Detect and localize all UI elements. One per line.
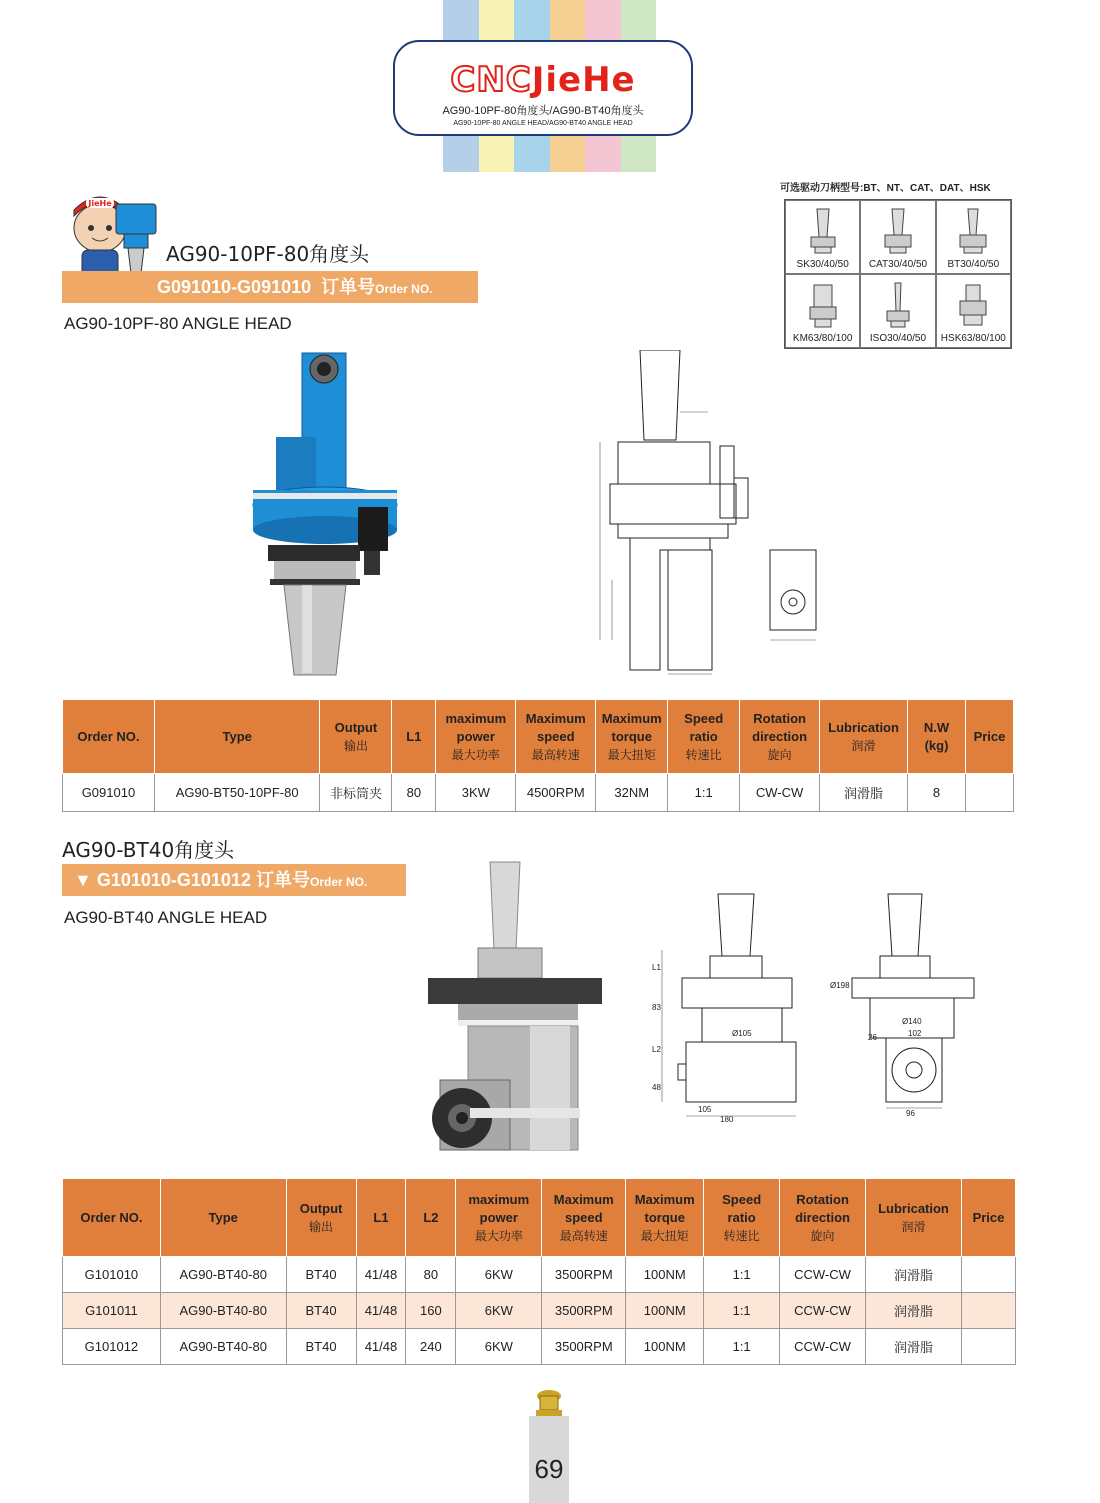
col-header: Maximum speed 最高转速 <box>516 700 596 774</box>
col-header: Rotation direction 旋向 <box>780 1179 866 1257</box>
col-header: L1 <box>392 700 436 774</box>
table-row: G101011 AG90-BT40-80 BT40 41/48 160 6KW 3500RPM 100NM 1:1 CCW-CW 润滑脂 <box>63 1293 1016 1329</box>
product-photo-ag90-10pf <box>240 345 410 685</box>
col-header: Type <box>154 700 320 774</box>
taper-shank-icon <box>805 207 841 257</box>
col-header: Speed ratio 转速比 <box>704 1179 780 1257</box>
col-header: maximum power 最大功率 <box>456 1179 542 1257</box>
col-header: Speed ratio 转速比 <box>668 700 740 774</box>
svg-text:96: 96 <box>906 1109 915 1118</box>
col-header: Output 输出 <box>286 1179 356 1257</box>
col-header: Order NO. <box>63 1179 161 1257</box>
section2-title: AG90-BT40角度头 <box>62 838 235 862</box>
col-header: Maximum torque 最大扭矩 <box>626 1179 704 1257</box>
col-header: Price <box>965 700 1013 774</box>
header-subtitle-cn: AG90-10PF-80角度头/AG90-BT40角度头 <box>442 105 644 117</box>
spec-table-1 <box>62 699 1014 812</box>
page-number: 69 <box>534 1454 564 1484</box>
brand-logo-box <box>393 40 693 136</box>
table-row: G101012 AG90-BT40-80 BT40 41/48 240 6KW 3500RPM 100NM 1:1 CCW-CW 润滑脂 <box>63 1329 1016 1365</box>
col-header: Lubrication 润滑 <box>866 1179 962 1257</box>
page-number-tab <box>529 1416 569 1503</box>
taper-shank-icon <box>955 207 991 257</box>
header-subtitle-en: AG90-10PF-80 ANGLE HEAD/AG90-BT40 ANGLE HEAD <box>453 120 633 127</box>
col-header: Maximum torque 最大扭矩 <box>596 700 668 774</box>
col-header: Rotation direction 旋向 <box>740 700 820 774</box>
section1-order-bar: G091010-G091010 订单号Order NO. <box>62 271 478 303</box>
col-header: Maximum speed 最高转速 <box>542 1179 626 1257</box>
page-ornament-icon <box>532 1388 566 1418</box>
col-header: Order NO. <box>63 700 155 774</box>
svg-text:180: 180 <box>720 1115 734 1124</box>
shank-option: HSK63/80/100 <box>936 274 1011 348</box>
technical-drawing-ag90-bt40-front <box>830 890 980 1130</box>
shank-option: CAT30/40/50 <box>860 200 935 274</box>
svg-text:Ø198: Ø198 <box>830 981 850 990</box>
svg-text:48: 48 <box>652 1083 661 1092</box>
svg-text:JieHe: JieHe <box>88 199 112 208</box>
shank-option: BT30/40/50 <box>936 200 1011 274</box>
col-header: Type <box>160 1179 286 1257</box>
taper-shank-icon <box>880 207 916 257</box>
hsk-shank-icon <box>955 281 991 331</box>
spec-table-2 <box>62 1178 1016 1365</box>
iso-shank-icon <box>880 281 916 331</box>
table-header-row <box>63 1179 1016 1257</box>
col-header: L2 <box>406 1179 456 1257</box>
col-header: Output 输出 <box>320 700 392 774</box>
brand-logo: CNCJieHe <box>450 60 636 100</box>
technical-drawing-ag90-10pf <box>590 350 830 680</box>
section2-english-title: AG90-BT40 ANGLE HEAD <box>64 908 268 927</box>
svg-text:26: 26 <box>868 1033 877 1042</box>
col-header: N.W (kg) <box>908 700 966 774</box>
svg-text:Ø105: Ø105 <box>732 1029 752 1038</box>
section2-order-bar: ▼ G101010-G101012 订单号Order NO. <box>62 864 406 896</box>
shank-option: SK30/40/50 <box>785 200 860 274</box>
svg-text:105: 105 <box>698 1105 712 1114</box>
product-photo-ag90-bt40 <box>410 860 610 1155</box>
svg-text:L1: L1 <box>652 963 661 972</box>
col-header: L1 <box>356 1179 406 1257</box>
col-header: Lubrication 润滑 <box>820 700 908 774</box>
table-row: G091010 AG90-BT50-10PF-80 非标筒夹 80 3KW 4500RPM 32NM 1:1 CW-CW 润滑脂 8 <box>63 774 1014 812</box>
shank-caption: 可选驱动刀柄型号:BT、NT、CAT、DAT、HSK <box>780 183 991 194</box>
shank-options-grid <box>784 199 1012 349</box>
table-header-row <box>63 700 1014 774</box>
svg-text:102: 102 <box>908 1029 922 1038</box>
shank-option: KM63/80/100 <box>785 274 860 348</box>
shank-option: ISO30/40/50 <box>860 274 935 348</box>
col-header: Price <box>961 1179 1015 1257</box>
col-header: maximum power 最大功率 <box>436 700 516 774</box>
svg-text:L2: L2 <box>652 1045 661 1054</box>
km-shank-icon <box>805 281 841 331</box>
technical-drawing-ag90-bt40-side <box>648 890 830 1130</box>
section1-title: AG90-10PF-80角度头 <box>166 242 370 266</box>
section1-english-title: AG90-10PF-80 ANGLE HEAD <box>64 314 292 333</box>
svg-text:Ø140: Ø140 <box>902 1017 922 1026</box>
table-row: G101010 AG90-BT40-80 BT40 41/48 80 6KW 3500RPM 100NM 1:1 CCW-CW 润滑脂 <box>63 1257 1016 1293</box>
svg-text:83: 83 <box>652 1003 661 1012</box>
